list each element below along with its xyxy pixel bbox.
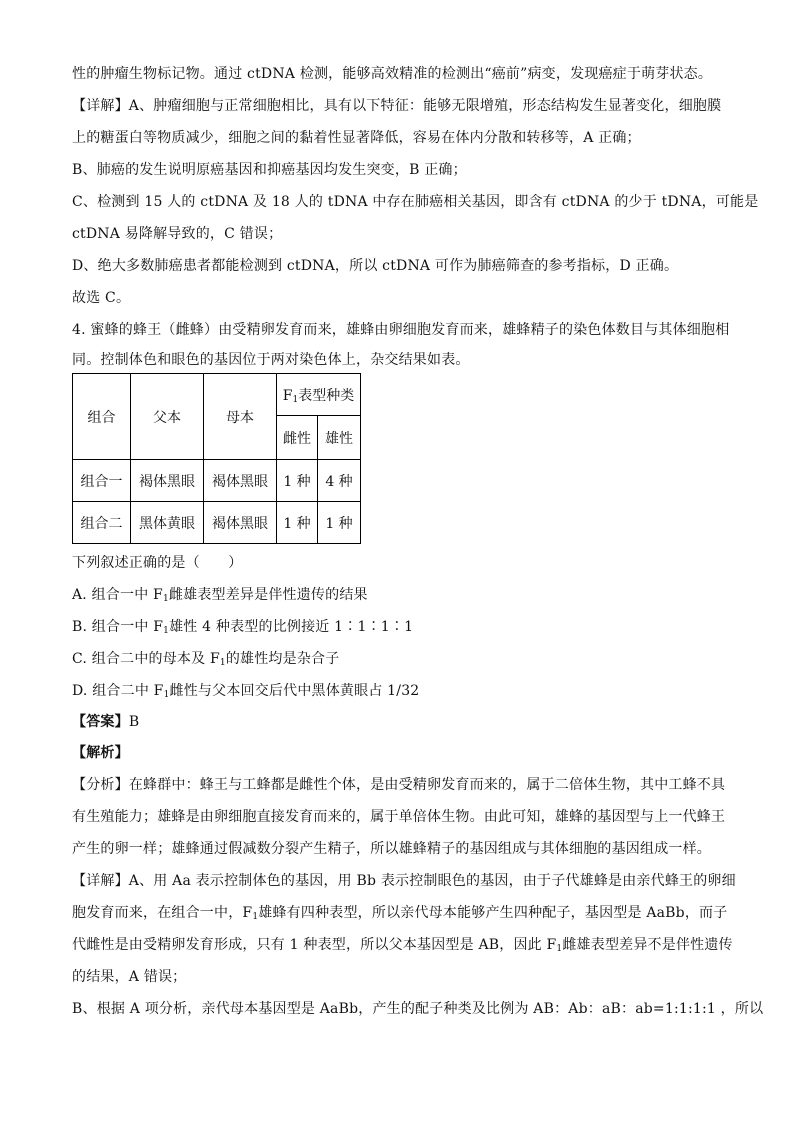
answer-label: 【答案】 — [72, 714, 129, 730]
detail-line: B、根据 A 项分析，亲代母本基因型是 AaBb，产生的配子种类及比例为 AB：Ab：aB：ab=1:1:1:1 ，所以 — [72, 1001, 764, 1017]
cell-father: 黑体黄眼 — [131, 502, 204, 544]
cell-female: 1 种 — [277, 502, 318, 544]
analysis-line: 产生的卵一样；雄蜂通过假减数分裂产生精子，所以雄蜂精子的基因组成与其体细胞的基因组成一样。 — [72, 841, 711, 857]
table-row — [73, 460, 361, 502]
option-d: D. 组合二中 $F_1$雌性与父本回交后代中黑体黄眼占 1/32 — [72, 683, 420, 700]
text-line: 故选 C。 — [72, 290, 131, 306]
text-line: C、检测到 15 人的 ctDNA 及 18 人的 tDNA 中存在肺癌相关基因，即含有 ctDNA 的少于 tDNA，可能是 — [72, 194, 759, 210]
analysis-line: 【分析】在蜂群中：蜂王与工蜂都是雌性个体，是由受精卵发育而来的，属于二倍体生物，其中工蜂不具 — [72, 777, 726, 793]
option-a: A. 组合一中 $F_1$雌雄表型差异是伴性遗传的结果 — [72, 587, 368, 604]
hybrid-results-table — [72, 373, 361, 544]
cell-mother: 褐体黑眼 — [204, 502, 277, 544]
header-f1-phenotypes: $F_1$表型种类 — [277, 374, 361, 416]
answer-value: B — [128, 714, 140, 730]
header-group: 组合 — [73, 374, 131, 460]
option-b: B. 组合一中 $F_1$雄性 4 种表型的比例接近 1∶1∶1∶1 — [72, 619, 414, 636]
text-line: D、绝大多数肺癌患者都能检测到 ctDNA，所以 ctDNA 可作为肺癌筛查的参考指标，D 正确。 — [72, 258, 679, 274]
text-line: 上的糖蛋白等物质减少，细胞之间的黏着性显著降低，容易在体内分散和转移等，A 正确； — [72, 130, 641, 146]
cell-female: 1 种 — [277, 460, 318, 502]
analysis-heading: 【解析】 — [72, 745, 129, 761]
detail-line: 【详解】A、用 Aa 表示控制体色的基因，用 Bb 表示控制眼色的基因，由于子代雄蜂是由亲代蜂王的卵细 — [72, 873, 736, 889]
option-c: C. 组合二中的母本及 $F_1$的雄性均是杂合子 — [72, 651, 340, 668]
table-row — [73, 502, 361, 544]
question-prompt: 下列叙述正确的是（ ） — [72, 555, 243, 571]
header-father: 父本 — [131, 374, 204, 460]
analysis-line: 有生殖能力；雄蜂是由卵细胞直接发育而来的，属于单倍体生物。由此可知，雄蜂的基因型与上一代蜂王 — [72, 809, 726, 825]
cell-father: 褐体黑眼 — [131, 460, 204, 502]
cell-group: 组合二 — [73, 502, 131, 544]
cell-male: 4 种 — [318, 460, 361, 502]
answer-line — [72, 712, 139, 732]
detail-line: 代雌性是由受精卵发育形成，只有 1 种表型，所以父本基因型是 AB，因此 $F_1$雌雄表型差异不是伴性遗传 — [72, 937, 733, 954]
text-line: B、肺癌的发生说明原癌基因和抑癌基因均发生突变，B 正确； — [72, 162, 467, 178]
text-line: 性的肿瘤生物标记物。通过 ctDNA 检测，能够高效精准的检测出“癌前”病变，发现癌症于萌芽状态。 — [72, 66, 713, 82]
question-stem: 4. 蜜蜂的蜂王（雌蜂）由受精卵发育而来，雄蜂由卵细胞发育而来，雄蜂精子的染色体数目与其体细胞相 — [72, 322, 730, 338]
detail-line: 胞发育而来，在组合一中，$F_1$雄蜂有四种表型，所以亲代母本能够产生四种配子，基因型是 AaBb，而子 — [72, 905, 728, 922]
header-mother: 母本 — [204, 374, 277, 460]
text-line: 【详解】A、肿瘤细胞与正常细胞相比，具有以下特征：能够无限增殖，形态结构发生显著变化，细胞膜 — [72, 98, 722, 114]
header-female: 雌性 — [277, 416, 318, 460]
question-stem: 同。控制体色和眼色的基因位于两对染色体上，杂交结果如表。 — [72, 352, 470, 368]
cell-male: 1 种 — [318, 502, 361, 544]
detail-line: 的结果，A 错误； — [72, 969, 187, 985]
cell-mother: 褐体黑眼 — [204, 460, 277, 502]
header-male: 雄性 — [318, 416, 361, 460]
cell-group: 组合一 — [73, 460, 131, 502]
text-line: ctDNA 易降解导致的，C 错误； — [72, 226, 283, 242]
